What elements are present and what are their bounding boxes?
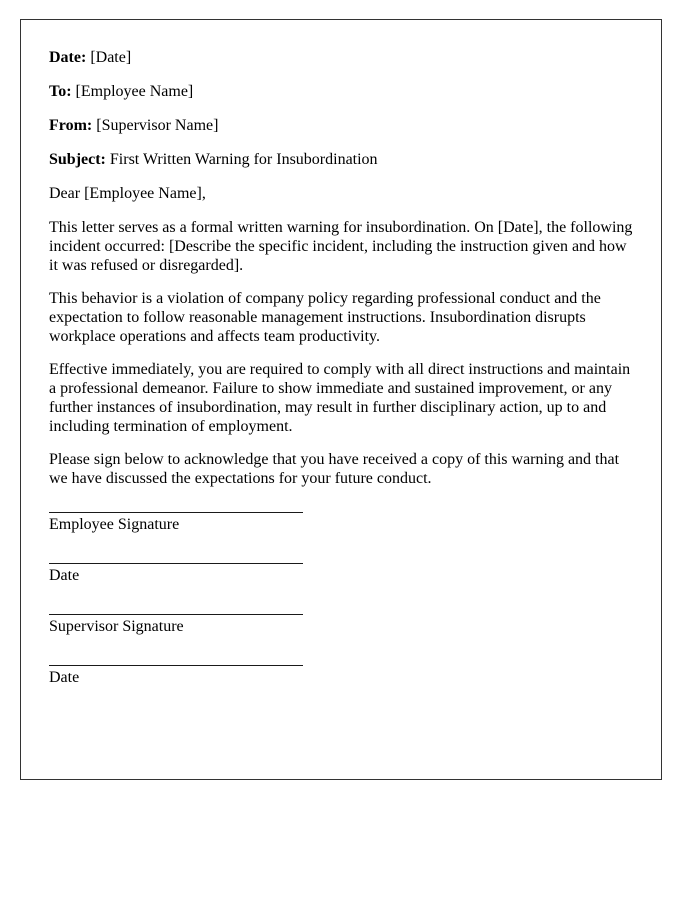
signature-label-supervisor: Supervisor Signature <box>49 618 184 635</box>
field-label-from: From: <box>49 117 93 134</box>
field-label-subject: Subject: <box>49 151 106 168</box>
letter-frame <box>20 19 662 780</box>
field-value-date: [Date] <box>90 49 132 66</box>
signature-label-employee-date: Date <box>49 567 80 584</box>
signature-line-employee <box>49 512 303 513</box>
signature-line-employee-date <box>49 563 303 564</box>
field-label-date: Date: <box>49 49 87 66</box>
signature-block-employee-date <box>49 563 303 585</box>
signature-block-supervisor <box>49 614 303 636</box>
signature-section <box>49 512 635 687</box>
signature-label-employee: Employee Signature <box>49 516 180 533</box>
body-paragraph-expectations: Effective immediately, you are required to comply with all direct instructions and maintain a professional demeanor. Failure to show immediate and sustained improvement, or any further instances of insubordination, may result in further disciplinary action, up to and including termination of employment. <box>49 361 631 435</box>
body-paragraph-policy: This behavior is a violation of company policy regarding professional conduct and the expectation to follow reasonable management instructions. Insubordination disrupts workplace operations and affects team productivity. <box>49 290 601 345</box>
body-paragraph-acknowledge: Please sign below to acknowledge that you have received a copy of this warning and that we have discussed the expectations for your future conduct. <box>49 451 620 487</box>
body-paragraph-incident: This letter serves as a formal written warning for insubordination. On [Date], the following incident occurred: [Describe the specific incident, including the instruction given and how it was refused or disregarded]. <box>49 219 633 274</box>
salutation: Dear [Employee Name], <box>49 185 206 202</box>
header-field-subject <box>49 150 635 169</box>
signature-line-supervisor <box>49 614 303 615</box>
field-label-to: To: <box>49 83 72 100</box>
signature-label-supervisor-date: Date <box>49 669 80 686</box>
signature-block-supervisor-date <box>49 665 303 687</box>
header-field-to <box>49 82 635 101</box>
field-value-to: [Employee Name] <box>75 83 194 100</box>
field-value-subject: First Written Warning for Insubordination <box>109 151 378 168</box>
field-value-from: [Supervisor Name] <box>96 117 219 134</box>
header-field-date <box>49 48 635 67</box>
signature-line-supervisor-date <box>49 665 303 666</box>
header-field-from <box>49 116 635 135</box>
signature-block-employee <box>49 512 303 534</box>
